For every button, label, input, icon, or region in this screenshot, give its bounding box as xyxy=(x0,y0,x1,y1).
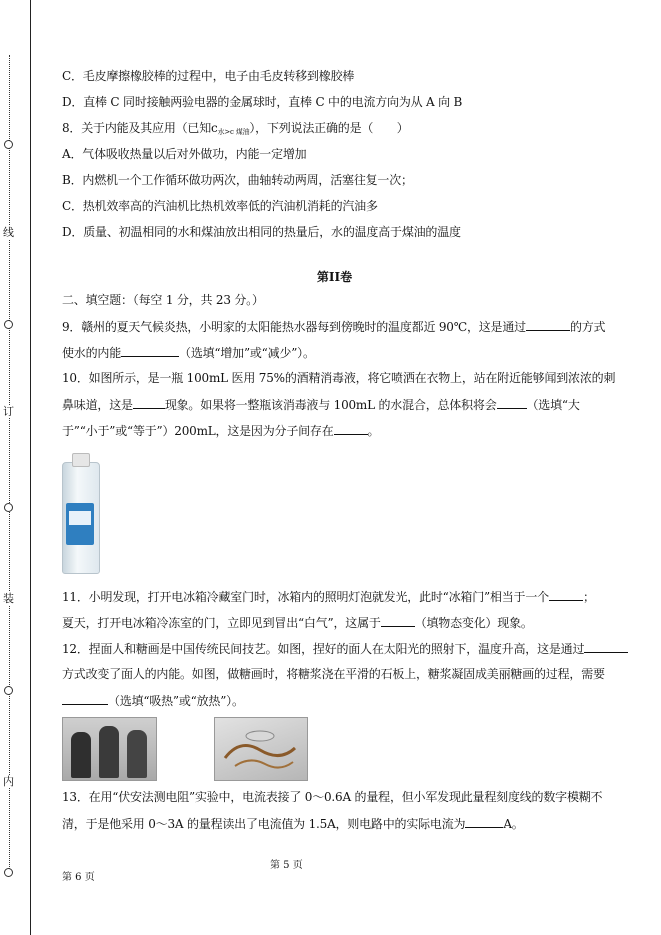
question-text: 清，于是他采用 0～3A 的量程读出了电流值为 1.5A，则电路中的实际电流为 xyxy=(62,817,466,831)
answer-blank[interactable] xyxy=(121,344,179,357)
option-text: B．内燃机一个工作循环做功两次，曲轴转动两周，活塞往复一次； xyxy=(62,173,413,187)
question-text: 现象。如果将一整瓶该消毒液与 100mL 的水混合，总体积将会 xyxy=(164,398,497,412)
question-10-cont xyxy=(62,422,379,439)
binding-hole-icon xyxy=(4,686,13,695)
figurine-shape xyxy=(127,730,147,778)
question-text: 夏天，打开电冰箱冷冻室的门，立即见到冒出“白气”，这属于 xyxy=(62,616,381,630)
figurine-shape xyxy=(71,732,91,778)
answer-blank[interactable] xyxy=(381,614,415,627)
question-text: 于”“小于”或“等于”）200mL，这是因为分子间存在 xyxy=(62,424,334,438)
question-text: A。 xyxy=(503,817,524,831)
question-12-cont xyxy=(62,692,244,709)
question-text: 12．捏面人和糖画是中国传统民间技艺。如图，捏好的面人在太阳光的照射下，温度升高，这是通过 xyxy=(62,642,585,656)
subscript-text: 水>c 煤油 xyxy=(217,128,250,136)
bottle-label-panel xyxy=(69,511,91,525)
question-11 xyxy=(62,588,595,605)
question-11-cont xyxy=(62,614,533,631)
question-10: 10．如图所示，是一瓶 100mL 医用 75%的酒精消毒液，将它喷洒在衣物上，站在附近能够闻到浓浓的刺 xyxy=(62,371,616,385)
sugar-painting-drawing xyxy=(215,718,307,780)
question-13: 13．在用“伏安法测电阻”实验中，电流表接了 0～0.6A 的量程，但小军发现此量程刻度线的数字模糊不 xyxy=(62,790,603,804)
option-text: D．直棒 C 同时接触两验电器的金属球时，直棒 C 中的电流方向为从 A 向 B xyxy=(62,95,463,109)
question-text: （选填“增加”或“减少”）。 xyxy=(179,346,315,360)
figurine-shape xyxy=(99,726,119,778)
question-text: 8．关于内能及其应用（已知c xyxy=(62,121,218,135)
question-text: （选填“大 xyxy=(526,398,580,412)
binding-hole-icon xyxy=(4,320,13,329)
binding-margin xyxy=(0,0,31,935)
question-text: 。 xyxy=(367,424,380,438)
question-text: （选填“吸热”或“放热”）。 xyxy=(108,694,244,708)
answer-blank[interactable] xyxy=(584,640,628,653)
option-text: A．气体吸收热量以后对外做功，内能一定增加 xyxy=(62,147,307,161)
answer-blank[interactable] xyxy=(497,396,527,409)
answer-blank[interactable] xyxy=(133,396,165,409)
question-10-cont xyxy=(62,396,580,413)
option-text: C．毛皮摩擦橡胶棒的过程中，电子由毛皮转移到橡胶棒 xyxy=(62,69,355,83)
answer-blank[interactable] xyxy=(549,588,583,601)
binding-hole-icon xyxy=(4,140,13,149)
disinfectant-bottle-image xyxy=(62,462,100,574)
answer-blank[interactable] xyxy=(334,422,368,435)
page-number: 第 5 页 xyxy=(270,860,303,871)
bottle-cap xyxy=(72,453,90,467)
question-text: 使水的内能 xyxy=(62,346,122,360)
binding-char: 装 xyxy=(3,592,14,605)
question-text: 的方式 xyxy=(569,320,606,334)
binding-hole-icon xyxy=(4,868,13,877)
question-text: 11．小明发现，打开电冰箱冷藏室门时，冰箱内的照明灯泡就发光，此时“冰箱门”相当于一个 xyxy=(62,590,549,604)
question-text: （填物态变化）现象。 xyxy=(414,616,533,630)
answer-blank[interactable] xyxy=(62,692,108,705)
dough-figurines-image xyxy=(62,717,157,781)
question-9-cont xyxy=(62,344,315,361)
section-heading: 二、填空题：（每空 1 分，共 23 分。） xyxy=(62,293,264,307)
answer-blank[interactable] xyxy=(465,815,503,828)
binding-char: 订 xyxy=(3,405,14,418)
question-text: ），下列说法正确的是（ ） xyxy=(249,121,409,135)
question-12 xyxy=(62,640,628,657)
question-text: ； xyxy=(582,590,595,604)
binding-hole-icon xyxy=(4,503,13,512)
page-number: 第 6 页 xyxy=(62,872,95,883)
question-9 xyxy=(62,318,605,335)
binding-char: 内 xyxy=(3,775,14,788)
sugar-painting-image xyxy=(214,717,308,781)
dotted-cut-line xyxy=(9,55,10,875)
question-8 xyxy=(62,120,409,140)
question-12-cont: 方式改变了面人的内能。如图，做糖画时，将糖浆浇在平滑的石板上，糖浆凝固成美丽糖画的过程，需要 xyxy=(62,667,605,681)
binding-char: 线 xyxy=(3,226,14,239)
option-text: C．热机效率高的汽油机比热机效率低的汽油机消耗的汽油多 xyxy=(62,199,378,213)
answer-blank[interactable] xyxy=(526,318,570,331)
option-text: D．质量、初温相同的水和煤油放出相同的热量后，水的温度高于煤油的温度 xyxy=(62,225,461,239)
question-text: 9．赣州的夏天气候炎热，小明家的太阳能热水器每到傍晚时的温度都近 90℃，这是通过 xyxy=(62,320,526,334)
question-text: 鼻味道，这是 xyxy=(62,398,133,412)
question-13-cont xyxy=(62,815,524,832)
section-title: 第II卷 xyxy=(316,270,353,284)
